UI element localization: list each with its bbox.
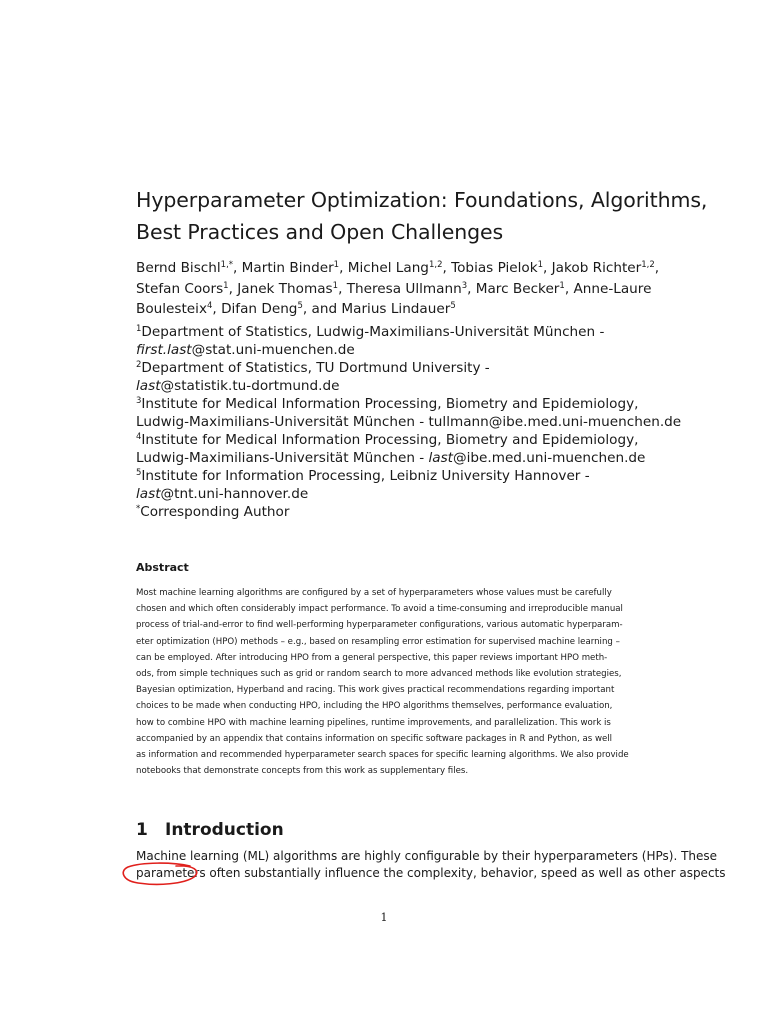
introduction-body <box>136 848 726 882</box>
affiliation-5-email: last@tnt.uni-hannover.de <box>136 486 309 502</box>
annotation-stroke <box>123 863 197 884</box>
abstract-line: ods, from simple techniques such as grid or random search to more advanced methods like evolution strategies, <box>136 669 622 680</box>
paper-title <box>136 184 708 248</box>
abstract-line: Bayesian optimization, Hyperband and racing. This work gives practical recommendations regarding important <box>136 685 615 696</box>
abstract-line: as information and recommended hyperparameter search spaces for specific learning algorithms. We also provide <box>136 750 629 761</box>
affiliation-3: $^3$Institute for Medical Information Processing, Biometry and Epidemiology, <box>136 396 639 412</box>
intro-line: parameters often substantially influence the complexity, behavior, speed as well as other aspects <box>136 866 726 880</box>
affiliation-4-email: Ludwig-Maximilians-Universität München - last@ibe.med.uni-muenchen.de <box>136 450 646 466</box>
affiliations <box>136 323 682 521</box>
author-list <box>136 258 660 320</box>
abstract-line: Most machine learning algorithms are configured by a set of hyperparameters whose values must be carefully <box>136 588 612 598</box>
affiliation-3-email: Ludwig-Maximilians-Universität München - tullmann@ibe.med.uni-muenchen.de <box>136 414 682 430</box>
author-line: Stefan Coors$^1$, Janek Thomas$^1$, Theresa Ullmann$^3$, Marc Becker$^1$, Anne-Laure <box>136 280 652 297</box>
section-heading-introduction <box>136 820 284 840</box>
abstract-line: how to combine HPO with machine learning pipelines, runtime improvements, and parallelization. This work is <box>136 717 611 728</box>
red-circle-annotation <box>120 861 202 887</box>
abstract-heading: Abstract <box>136 561 189 574</box>
abstract-line: chosen and which often considerably impact performance. To avoid a time-consuming and irreproducible manual <box>136 604 623 615</box>
affiliation-1: $^1$Department of Statistics, Ludwig-Maximilians-Universität München - <box>136 324 605 340</box>
abstract-line: eter optimization (HPO) methods – e.g., based on resampling error estimation for supervised machine learning – <box>136 636 620 647</box>
corresponding-author: *Corresponding Author <box>136 504 290 520</box>
title-line: Hyperparameter Optimization: Foundations, Algorithms, <box>136 188 708 212</box>
affiliation-2-email: last@statistik.tu-dortmund.de <box>136 378 340 394</box>
abstract-line: accompanied by an appendix that contains information on specific software packages in R and Python, as well <box>136 733 613 744</box>
affiliation-2: $^2$Department of Statistics, TU Dortmund University - <box>136 360 490 376</box>
abstract-line: can be employed. After introducing HPO from a general perspective, this paper reviews important HPO meth- <box>136 652 608 663</box>
abstract-body <box>136 585 636 779</box>
affiliation-5: $^5$Institute for Information Processing, Leibniz University Hannover - <box>136 468 590 484</box>
author-line: Boulesteix$^4$, Difan Deng$^5$, and Marius Lindauer$^5$ <box>136 301 456 317</box>
affiliation-1-email: first.last@stat.uni-muenchen.de <box>136 342 355 358</box>
abstract-line: process of trial-and-error to find well-performing hyperparameter configurations, various automatic hyperparam- <box>136 620 623 631</box>
author-line: Bernd Bischl$^{1,*}$, Martin Binder$^1$, Michel Lang$^{1,2}$, Tobias Pielok$^1$, Jakob Richter$^{1,2}$, <box>136 260 660 276</box>
title-line: Best Practices and Open Challenges <box>136 220 504 244</box>
page-number: 1 <box>380 911 388 924</box>
section-title: Introduction <box>165 820 284 840</box>
intro-line: Machine learning (ML) algorithms are highly configurable by their hyperparameters (HPs). These <box>136 849 718 863</box>
abstract-line: choices to be made when conducting HPO, including the HPO algorithms themselves, performance evaluation, <box>136 701 613 712</box>
abstract-line: notebooks that demonstrate concepts from this work as supplementary files. <box>136 766 469 777</box>
affiliation-4: $^4$Institute for Medical Information Processing, Biometry and Epidemiology, <box>136 432 639 448</box>
section-number: 1 <box>136 820 148 840</box>
